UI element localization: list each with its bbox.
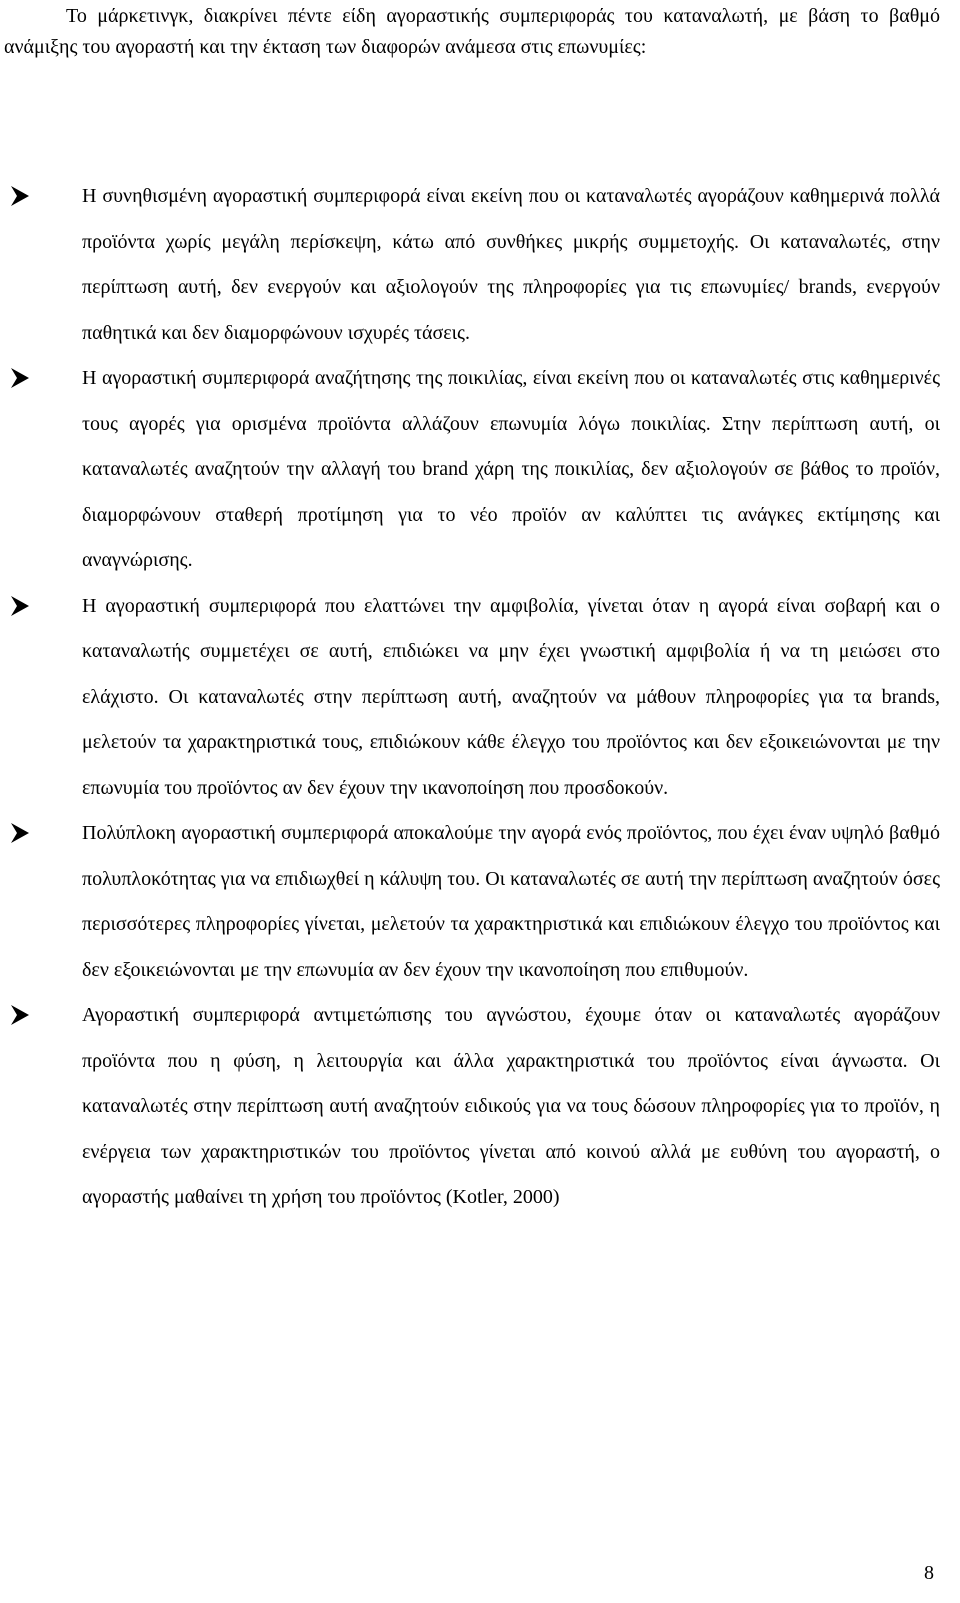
list-item	[0, 584, 940, 812]
arrowhead-bullet-icon	[9, 1004, 31, 1026]
list-item-text: Η αγοραστική συμπεριφορά που ελαττώνει την αμφιβολία, γίνεται όταν η αγορά είναι σοβαρή και ο καταναλωτής συμμετέχει σε αυτή, επιδιώκει να μην έχει γνωστική αμφιβολία ή να τη μειώσει στο ελάχιστο. Οι καταναλωτές στην περίπτωση αυτή, αναζητούν να μάθουν πληροφορίες για τα brands, μελετούν τα χαρακτηριστικά τους, επιδιώκουν κάθε έλεγχο του προϊόντος και δεν εξοικειώνονται με την επωνυμία του προϊόντος αν δεν έχουν την ικανοποίηση που προσδοκούν.	[82, 594, 940, 799]
behavior-types-list	[0, 174, 940, 1221]
list-item-text: Η συνηθισμένη αγοραστική συμπεριφορά είναι εκείνη που οι καταναλωτές αγοράζουν καθημερινά πολλά προϊόντα χωρίς μεγάλη περίσκεψη, κάτω από συνθήκες μικρής συμμετοχής. Οι καταναλωτές, στην περίπτωση αυτή, δεν ενεργούν και αξιολογούν της πληροφορίες για τις επωνυμίες/ brands, ενεργούν παθητικά και δεν διαμορφώνουν ισχυρές τάσεις.	[82, 185, 940, 344]
intro-paragraph: Το μάρκετινγκ, διακρίνει πέντε είδη αγοραστικής συμπεριφοράς του καταναλωτή, με βάση το βαθμό ανάμιξης του αγοραστή και την έκταση των διαφορών ανάμεσα στις επωνυμίες:	[4, 5, 940, 58]
list-item-text: Πολύπλοκη αγοραστική συμπεριφορά αποκαλούμε την αγορά ενός προϊόντος, που έχει έναν υψηλό βαθμό πολυπλοκότητας για να επιδιωχθεί η κάλυψη του. Οι καταναλωτές σε αυτή την περίπτωση αναζητούν όσες περισσότερες πληροφορίες γίνεται, μελετούν τα χαρακτηριστικά και επιδιώκουν έλεγχο του προϊόντος και δεν εξοικειώνονται με την επωνυμία αν δεν έχουν την ικανοποίηση που επιθυμούν.	[82, 822, 940, 981]
arrowhead-bullet-icon	[9, 595, 31, 617]
list-item-text: Αγοραστική συμπεριφορά αντιμετώπισης του αγνώστου, έχουμε όταν οι καταναλωτές αγοράζουν προϊόντα που η φύση, η λειτουργία και άλλα χαρακτηριστικά του προϊόντος είναι άγνωστα. Οι καταναλωτές στην περίπτωση αυτή αναζητούν ειδικούς για να τους δώσουν πληροφορίες για το προϊόν, η ενέργεια των χαρακτηριστικών του προϊόντος γίνεται από κοινού αλλά με ευθύνη του αγοραστή, ο αγοραστής μαθαίνει τη χρήση του προϊόντος (Kotler, 2000)	[82, 1004, 940, 1208]
arrowhead-bullet-icon	[9, 185, 31, 207]
page-number: 8	[924, 1562, 934, 1584]
arrowhead-bullet-icon	[9, 367, 31, 389]
list-item-text: Η αγοραστική συμπεριφορά αναζήτησης της ποικιλίας, είναι εκείνη που οι καταναλωτές στις καθημερινές τους αγορές για ορισμένα προϊόντα αλλάζουν επωνυμία λόγω ποικιλίας. Στην περίπτωση αυτή, οι καταναλωτές αναζητούν την αλλαγή του brand χάρη της ποικιλίας, δεν αξιολογούν σε βάθος το προϊόν, διαμορφώνουν σταθερή προτίμηση για το νέο προϊόν αν καλύπτει τις ανάγκες εκτίμησης και αναγνώρισης.	[82, 367, 940, 571]
list-item	[0, 811, 940, 993]
list-item	[0, 993, 940, 1221]
list-item	[0, 356, 940, 584]
list-item	[0, 174, 940, 356]
arrowhead-bullet-icon	[9, 822, 31, 844]
